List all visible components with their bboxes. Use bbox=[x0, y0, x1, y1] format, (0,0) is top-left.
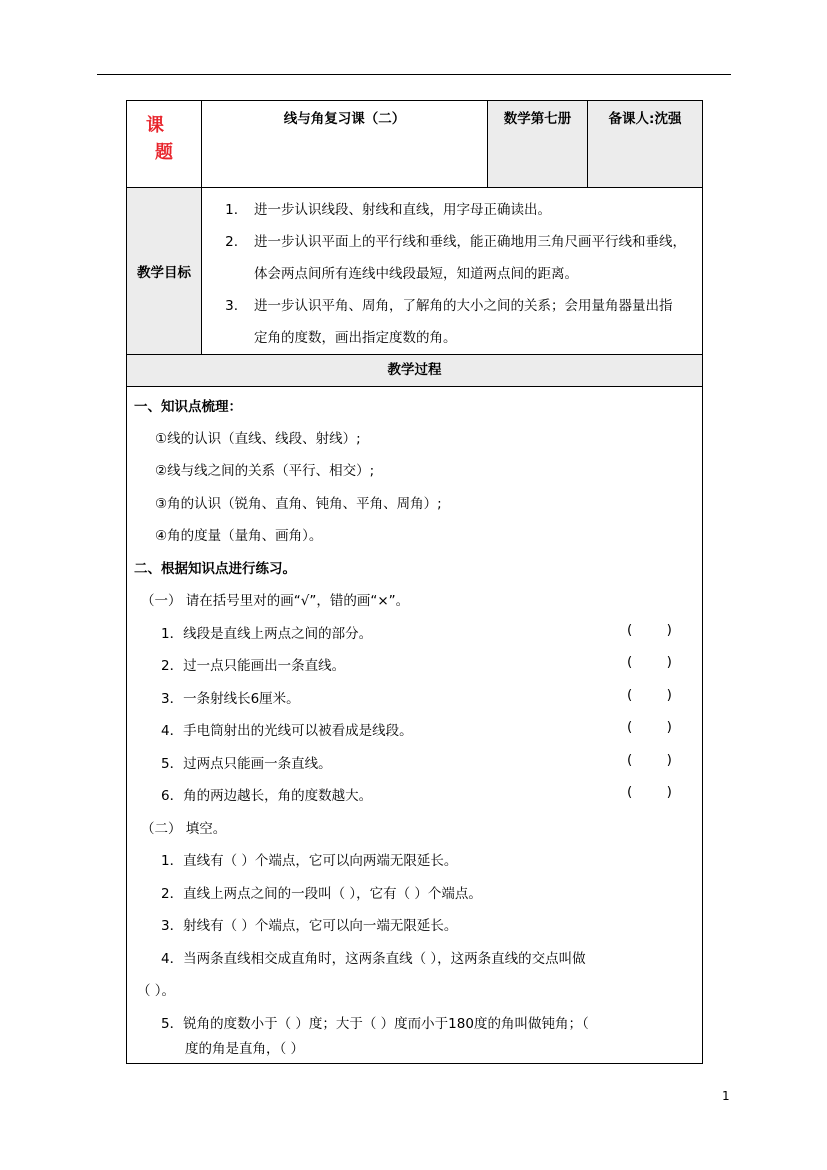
topic-label-char1: 课 bbox=[146, 115, 164, 136]
judge-question: 6．角的两边越长，角的度数越大。 bbox=[161, 788, 373, 804]
fill-question: 4．当两条直线相交成直角时，这两条直线（ ），这两条直线的交点叫做 bbox=[161, 951, 586, 967]
topic-label-char2: 题 bbox=[155, 142, 173, 163]
goals-cell bbox=[202, 188, 703, 355]
part-true-false-heading: （一） 请在括号里对的画“√”，错的画“×”。 bbox=[141, 593, 410, 609]
subject-cell: 数学第七册 bbox=[488, 101, 588, 188]
goal-item: 1. 进一步认识线段、射线和直线，用字母正确读出。 bbox=[225, 202, 551, 218]
answer-blank[interactable]: ( ) bbox=[627, 654, 672, 670]
answer-blank[interactable]: ( ) bbox=[627, 687, 672, 703]
answer-blank[interactable]: ( ) bbox=[627, 622, 672, 638]
judge-question: 4．手电筒射出的光线可以被看成是线段。 bbox=[161, 723, 413, 739]
knowledge-point: ③角的认识（锐角、直角、钝角、平角、周角）; bbox=[155, 496, 442, 512]
knowledge-point: ①线的认识（直线、线段、射线）; bbox=[155, 431, 361, 447]
lesson-plan-table bbox=[126, 100, 703, 1064]
answer-blank[interactable]: ( ) bbox=[627, 752, 672, 768]
fill-question: 3．射线有（ ）个端点，它可以向一端无限延长。 bbox=[161, 918, 458, 934]
judge-question: 1．线段是直线上两点之间的部分。 bbox=[161, 626, 373, 642]
topic-label-cell bbox=[127, 101, 202, 188]
fill-question: 1．直线有（ ）个端点，它可以向两端无限延长。 bbox=[161, 853, 458, 869]
section-knowledge-heading: 一、知识点梳理： bbox=[134, 399, 242, 415]
lesson-name: 线与角复习课（二） bbox=[202, 101, 488, 188]
goal-item-continued: 定角的度数，画出指定度数的角。 bbox=[254, 330, 457, 346]
knowledge-point: ④角的度量（量角、画角）。 bbox=[155, 528, 323, 544]
goal-item: 3. 进一步认识平角、周角，了解角的大小之间的关系；会用量角器量出指 bbox=[225, 298, 673, 314]
preparer-cell: 备课人:沈强 bbox=[588, 101, 703, 188]
goal-item: 2. 进一步认识平面上的平行线和垂线，能正确地用三角尺画平行线和垂线， bbox=[225, 234, 686, 250]
goal-item-continued: 体会两点间所有连线中线段最短，知道两点间的距离。 bbox=[254, 266, 578, 282]
process-body bbox=[127, 387, 703, 1064]
judge-question: 3．一条射线长6厘米。 bbox=[161, 691, 300, 707]
judge-question: 2．过一点只能画出一条直线。 bbox=[161, 658, 346, 674]
knowledge-point: ②线与线之间的关系（平行、相交）; bbox=[155, 463, 375, 479]
fill-question: 2．直线上两点之间的一段叫（ ），它有（ ）个端点。 bbox=[161, 886, 482, 902]
fill-question-continued: （ ）。 bbox=[137, 983, 176, 999]
section-practice-heading: 二、根据知识点进行练习。 bbox=[134, 561, 296, 577]
goals-label: 教学目标 bbox=[127, 188, 202, 355]
part-fill-heading: （二） 填空。 bbox=[141, 821, 227, 837]
process-heading: 教学过程 bbox=[127, 355, 703, 387]
judge-question: 5．过两点只能画一条直线。 bbox=[161, 756, 332, 772]
page-number: 1 bbox=[722, 1089, 730, 1103]
fill-question-continued: 度的角是直角，（ ） bbox=[185, 1041, 305, 1057]
fill-question: 5．锐角的度数小于（ ）度；大于（ ）度而小于180度的角叫做钝角；（ bbox=[161, 1016, 589, 1032]
answer-blank[interactable]: ( ) bbox=[627, 784, 672, 800]
header-rule bbox=[97, 74, 731, 75]
answer-blank[interactable]: ( ) bbox=[627, 719, 672, 735]
